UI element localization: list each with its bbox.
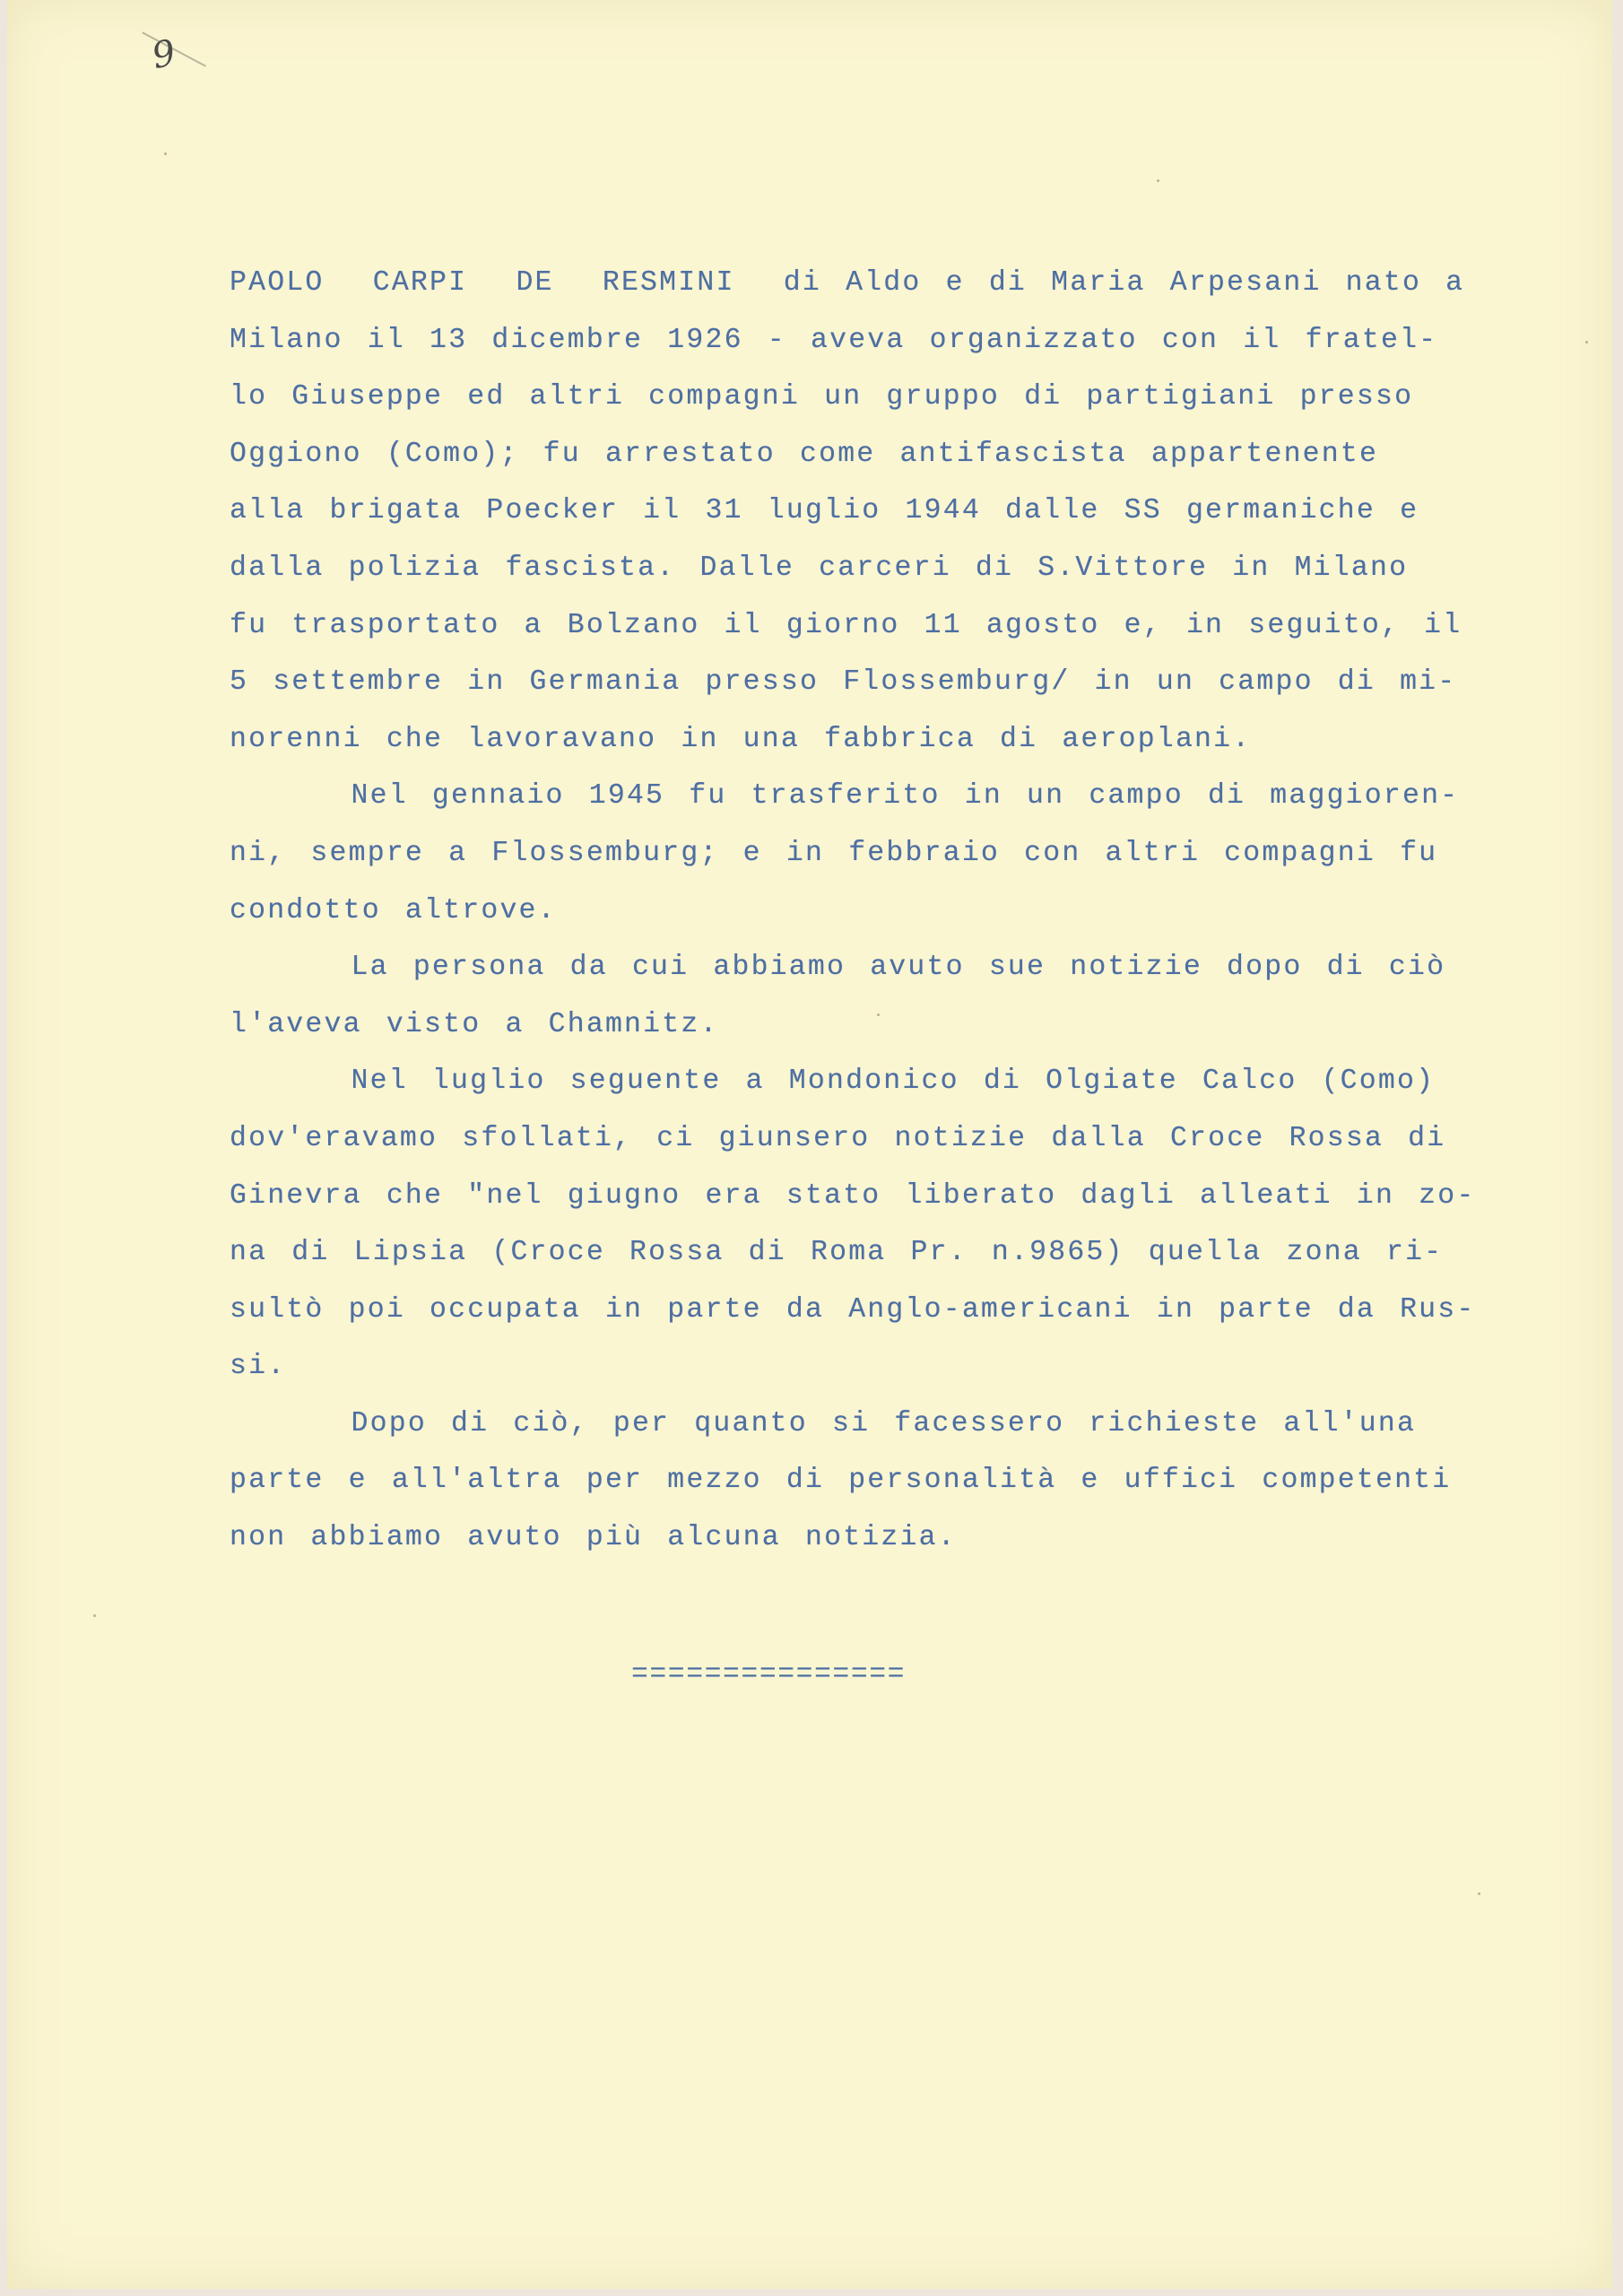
paper-speck	[93, 1614, 96, 1617]
paper-speck	[164, 152, 167, 155]
text-line: La persona da cui abbiamo avuto sue notizie dopo di ciò	[230, 952, 1446, 984]
text-line: dalla polizia fascista. Dalle carceri di S.Vittore in Milano	[230, 552, 1409, 584]
text-line: ni, sempre a Flossemburg; e in febbraio con altri compagni fu	[230, 837, 1438, 869]
text-line: Milano il 13 dicembre 1926 - aveva organizzato con il fratel-	[230, 324, 1438, 356]
text-line: 5 settembre in Germania presso Flossemburg/ in un campo di mi-	[230, 666, 1457, 699]
text-line: l'aveva visto a Chamnitz.	[230, 1008, 719, 1040]
text-line: fu trasportato a Bolzano il giorno 11 agosto e, in seguito, il	[230, 609, 1462, 641]
text-line: lo Giuseppe ed altri compagni un gruppo di partigiani presso	[230, 381, 1414, 413]
text-line: Nel gennaio 1945 fu trasferito in un campo di maggioren-	[230, 780, 1460, 813]
handwritten-page-mark: 9	[148, 31, 179, 78]
text-line: dov'eravamo sfollati, ci giunsero notizie dalla Croce Rossa di	[230, 1122, 1446, 1154]
text-line: na di Lipsia (Croce Rossa di Roma Pr. n.9865) quella zona ri-	[230, 1237, 1444, 1269]
text-line: norenni che lavoravano in una fabbrica di aeroplani.	[230, 723, 1252, 755]
typewritten-text	[230, 255, 1503, 1567]
paper-speck	[877, 1013, 880, 1016]
text-line: Ginevra che "nel giugno era stato liberato dagli alleati in zo-	[230, 1179, 1476, 1212]
document-page	[7, 0, 1612, 2289]
text-line: si.	[230, 1351, 287, 1383]
text-line: parte e all'altra per mezzo di personalità e uffici competenti	[230, 1465, 1452, 1497]
text-line: non abbiamo avuto più alcuna notizia.	[230, 1522, 957, 1554]
text-line: alla brigata Poecker il 31 luglio 1944 dalle SS germaniche e	[230, 495, 1419, 527]
text-line: Nel luglio seguente a Mondonico di Olgiate Calco (Como)	[230, 1065, 1436, 1098]
paper-speck	[1585, 341, 1588, 344]
closing-divider: ===============	[631, 1659, 907, 1691]
paper-speck	[1157, 179, 1159, 182]
text-line: Oggiono (Como); fu arrestato come antifascista appartenente	[230, 438, 1379, 470]
text-line: condotto altrove.	[230, 894, 557, 926]
text-line: Dopo di ciò, per quanto si facessero richieste all'una	[230, 1407, 1417, 1439]
paper-speck	[1478, 1892, 1480, 1895]
text-line: sultò poi occupata in parte da Anglo-americani in parte da Rus-	[230, 1293, 1476, 1326]
text-line: PAOLO CARPI DE RESMINI di Aldo e di Maria Arpesani nato a	[230, 267, 1465, 299]
